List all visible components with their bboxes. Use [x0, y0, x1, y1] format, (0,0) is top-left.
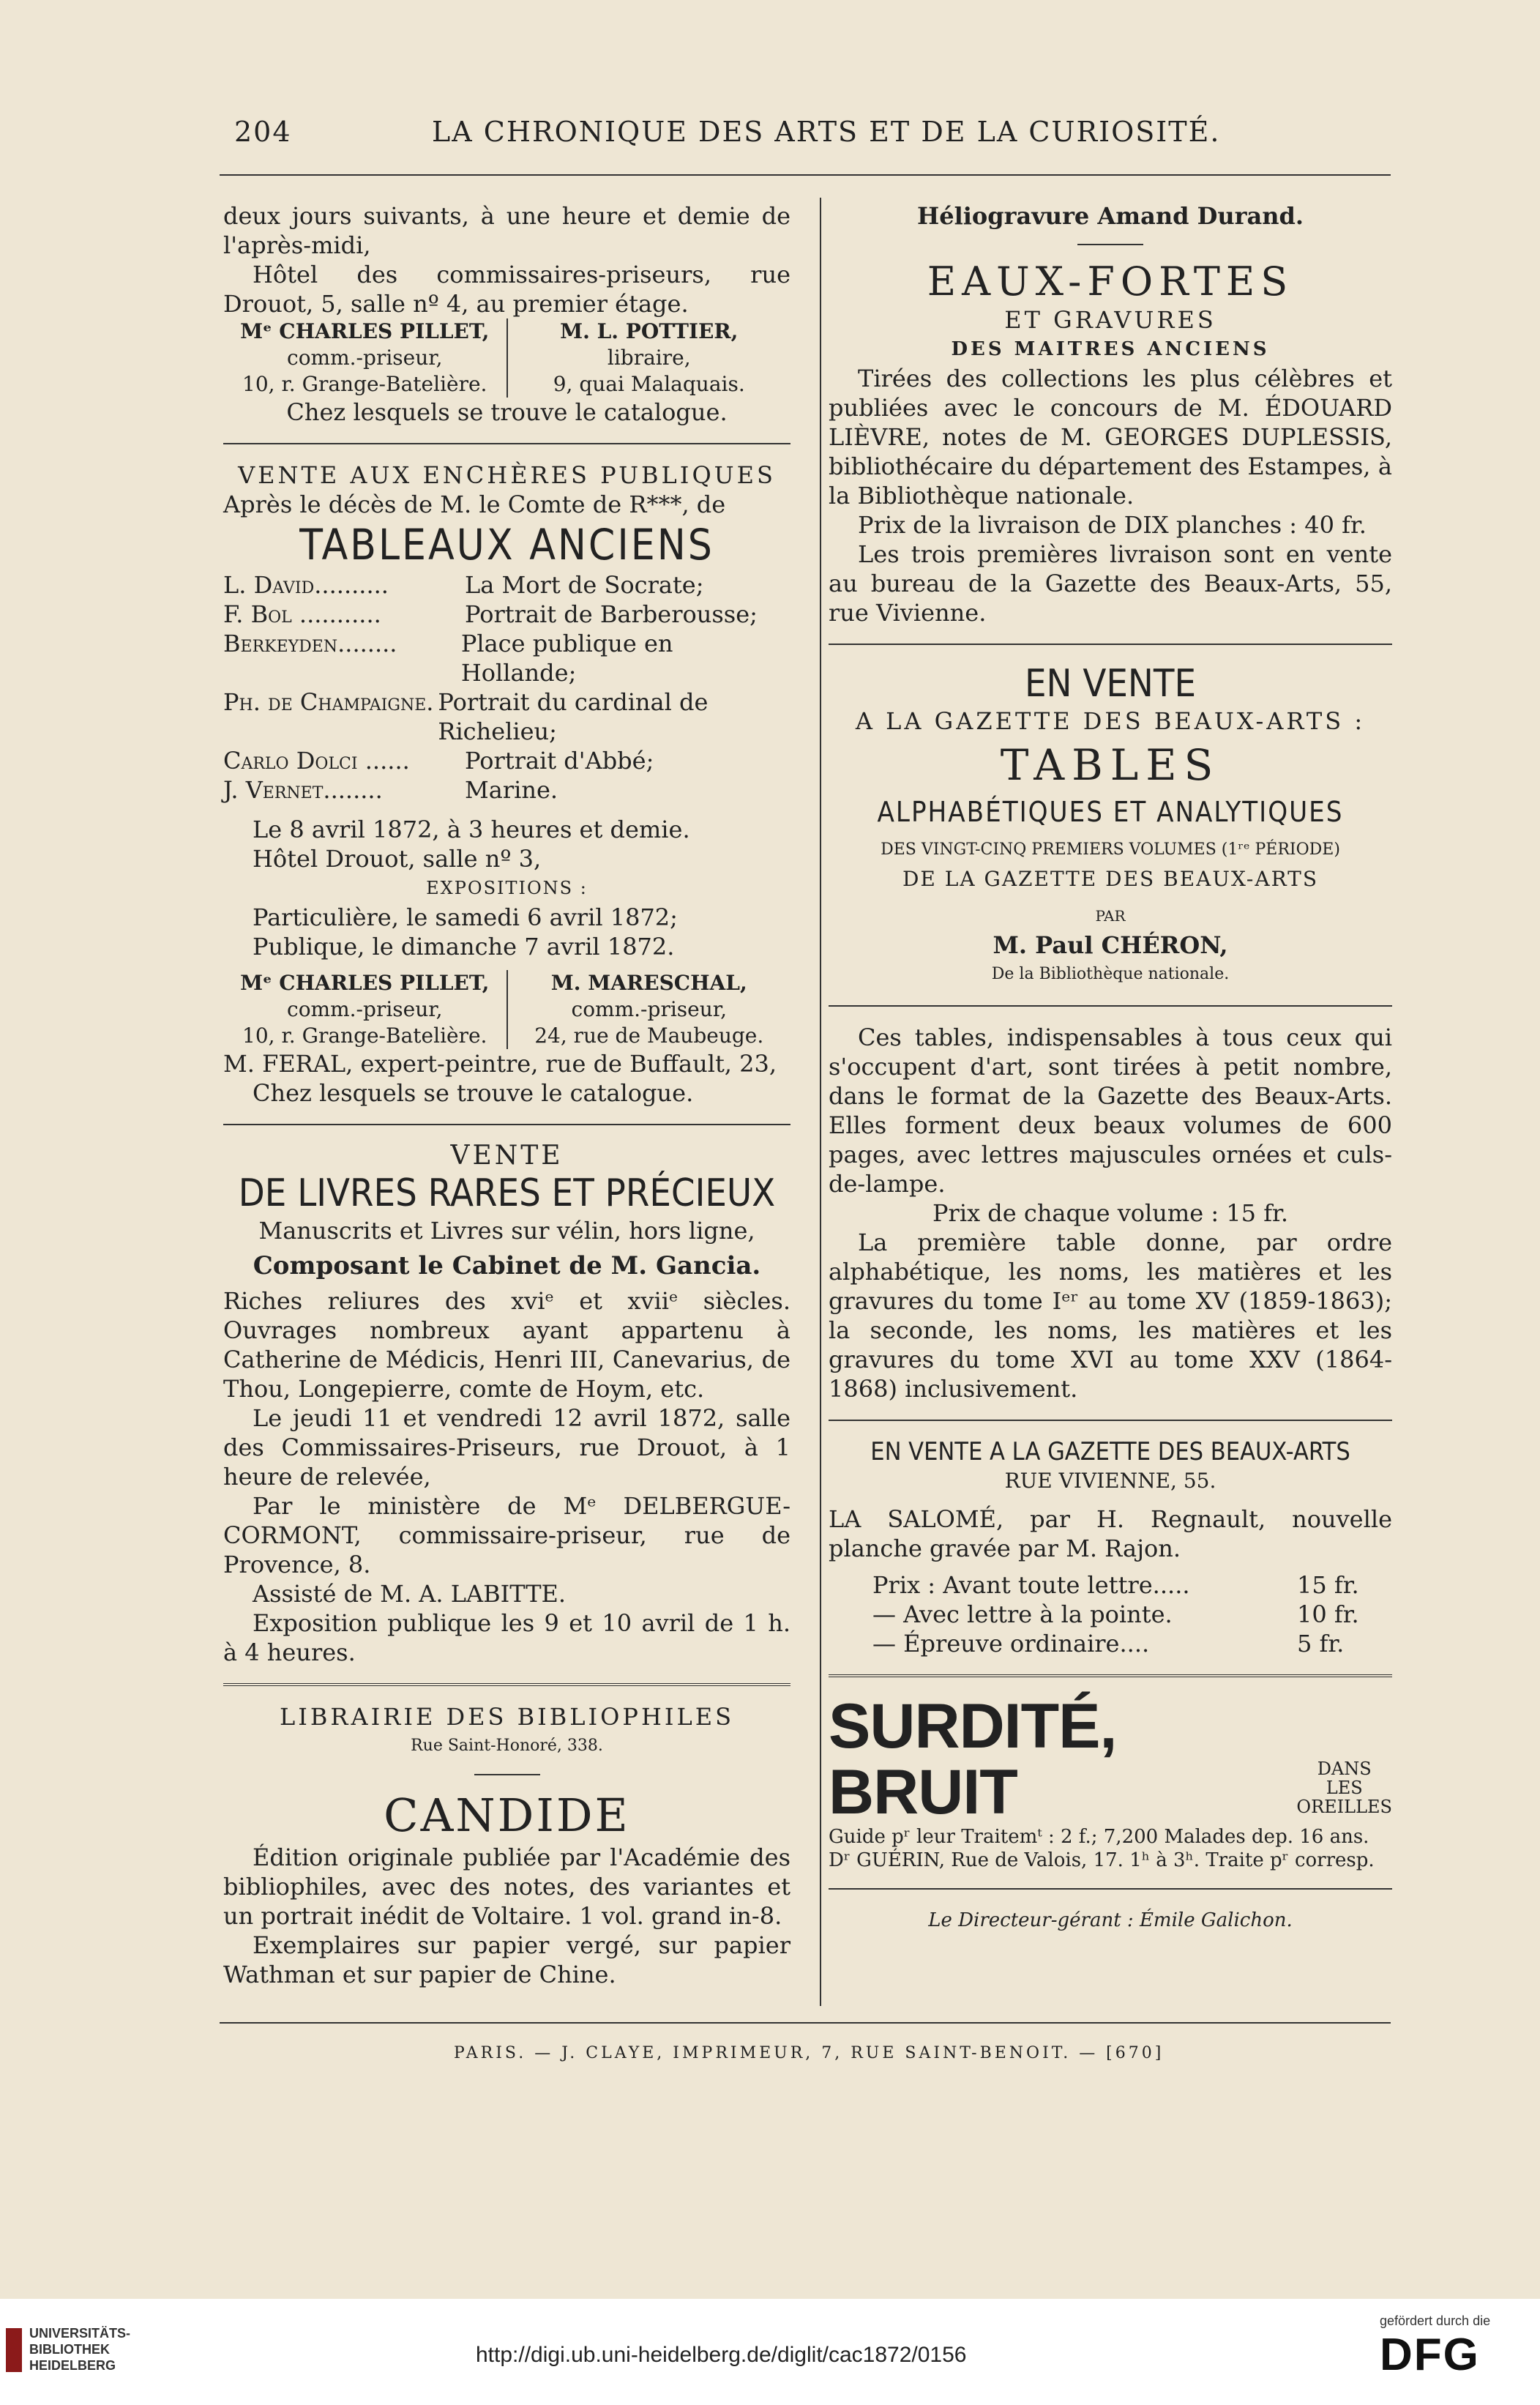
auctioneer2-role: comm.-priseur, [571, 997, 727, 1021]
surdite-title: SURDITÉ, BRUIT [829, 1691, 1117, 1827]
double-divider [223, 1683, 790, 1686]
libraire-name: M. L. POTTIER, [560, 319, 739, 343]
catalog-note-2: Chez lesquels se trouve le catalogue. [253, 1079, 694, 1107]
directeur-line: Le Directeur-gérant : Émile Galichon. [928, 1909, 1293, 1931]
sale-date: Le 8 avril 1872, à 3 heures et demie. [253, 816, 690, 843]
price-list [829, 1570, 1392, 1658]
page-number: 204 [234, 116, 292, 148]
left-column [223, 201, 790, 1989]
journal-title: LA CHRONIQUE DES ARTS ET DE LA CURIOSITÉ. [432, 116, 1221, 148]
exposition-private: Particulière, le samedi 6 avril 1872; [253, 903, 678, 931]
auctioneer-role: comm.-priseur, [287, 997, 443, 1021]
divider [829, 644, 1392, 645]
intro-line-1: deux jours suivants, à une heure et demie de l'après-midi, [223, 202, 790, 259]
candide-description: Édition originale publiée par l'Académie des bibliophiles, avec des notes, des variantes et un portrait inédit de Voltaire. 1 vol. grand in-8. [223, 1843, 790, 1930]
alphabetiques-line: ALPHABÉTIQUES ET ANALYTIQUES [877, 796, 1344, 828]
heliogravure-line: Héliogravure Amand Durand. [916, 202, 1304, 230]
right-column [829, 201, 1392, 1935]
divider [223, 443, 790, 444]
trois-livraisons: Les trois premières livraison sont en vente au bureau de la Gazette des Beaux-Arts, 55, rue Vivienne. [829, 540, 1392, 627]
sale-location: Hôtel Drouot, salle nº 3, [253, 845, 542, 873]
double-divider [829, 1674, 1392, 1677]
header-rule [220, 174, 1391, 176]
university-logo-icon [6, 2328, 22, 2372]
price-row: Prix : Avant toute lettre..... 15 fr. [872, 1571, 1359, 1599]
digitization-bar [0, 2299, 1540, 2405]
expert-line: M. FERAL, expert-peintre, rue de Buffault, 23, [223, 1050, 777, 1078]
auctioneer2-address: 24, rue de Maubeuge. [534, 1023, 764, 1048]
gefoerdert-text: gefördert durch die [1380, 2313, 1491, 2328]
eaux-fortes-title: EAUX-FORTES [927, 258, 1294, 305]
prix-livraison: Prix de la livraison de DIX planches : 40 fr. [858, 511, 1367, 539]
tableaux-title: TABLEAUX ANCIENS [299, 520, 714, 570]
composant-line: Composant le Cabinet de M. Gancia. [253, 1251, 761, 1280]
price-row: — Avec lettre à la pointe. 10 fr. [872, 1600, 1359, 1628]
artist-row: F. Bol ........... Portrait de Barberousse; [223, 600, 758, 628]
university-name: UNIVERSITÄTS- BIBLIOTHEK HEIDELBERG [29, 2326, 131, 2373]
prix-volume: Prix de chaque volume : 15 fr. [932, 1199, 1288, 1227]
artist-list [223, 570, 790, 805]
tirees-paragraph: Tirées des collections les plus célèbres et publiées avec le concours de M. ÉDOUARD LIÈVRE, notes de M. GEORGES DUPLESSIS, bibliothécaire du département des Estampes, à la Bibliothèque nationale. [829, 365, 1392, 510]
guide-line: Guide pʳ leur Traitemᵗ : 2 f.; 7,200 Malades dep. 16 ans. [829, 1826, 1369, 1848]
divider [829, 1420, 1392, 1421]
printer-footer: PARIS. — J. CLAYE, IMPRIMEUR, 7, RUE SAINT-BENOIT. — [670] [454, 2044, 1165, 2062]
guerin-line: Dʳ GUÉRIN, Rue de Valois, 17. 1ʰ à 3ʰ. Traite pʳ corresp. [829, 1849, 1375, 1871]
premiere-table-paragraph: La première table donne, par ordre alphabétique, les noms, les matières et les gravures du tome Iᵉʳ au tome XV (1859-1863); la seconde, les noms, les matières et les gravures du tome XVI au tome XXV (1864-1868) inclusivement. [829, 1228, 1392, 1403]
artist-row: L. David.......... La Mort de Socrate; [223, 571, 704, 599]
dfg-text: DFG [1380, 2330, 1480, 2380]
auctioneers-2 [223, 970, 790, 1049]
livres-title: DE LIVRES RARES ET PRÉCIEUX [238, 1171, 776, 1215]
page-header [234, 116, 1398, 160]
exemplaires-line: Exemplaires sur papier vergé, sur papier Wathman et sur papier de Chine. [223, 1931, 790, 1988]
oreilles: OREILLES [1296, 1797, 1392, 1817]
author-name: M. Paul CHÉRON, [993, 931, 1228, 959]
ces-tables-paragraph: Ces tables, indispensables à tous ceux qui s'occupent d'art, sont tirées à petit nombre, dans le format de la Gazette des Beaux-Arts. Elles forment deux beaux volumes de 600 pages, avec lettres majuscules ornées et culs-de-lampe. [829, 1023, 1392, 1198]
auctioneer-address: 10, r. Grange-Batelière. [242, 372, 487, 396]
vente-title: VENTE AUX ENCHÈRES PUBLIQUES [238, 461, 776, 489]
catalog-note-1: Chez lesquels se trouve le catalogue. [286, 398, 728, 426]
auctioneer-role: comm.-priseur, [287, 346, 443, 370]
libraire-role: libraire, [607, 346, 691, 370]
librairie-heading: LIBRAIRIE DES BIBLIOPHILES [279, 1703, 735, 1731]
candide-title: CANDIDE [384, 1789, 630, 1842]
a-la-gazette: A LA GAZETTE DES BEAUX-ARTS : [855, 707, 1366, 735]
en-vente-title: EN VENTE [1024, 662, 1197, 706]
dfg-logo [1380, 2313, 1490, 2381]
short-rule [1077, 244, 1143, 245]
divider [829, 1005, 1392, 1007]
ministere-line: Par le ministère de Mᵉ DELBERGUE-CORMONT, commissaire-priseur, rue de Provence, 8. [223, 1492, 790, 1578]
surdite-side [1296, 1759, 1392, 1816]
auctioneer-name: Mᵉ CHARLES PILLET, [240, 319, 490, 343]
maitres-line: DES MAITRES ANCIENS [951, 338, 1270, 360]
par-line: PAR [1095, 907, 1126, 925]
intro-line-2: Hôtel des commissaires-priseurs, rue Drouot, 5, salle nº 4, au premier étage. [223, 261, 790, 318]
rue-vivienne: RUE VIVIENNE, 55. [1004, 1469, 1216, 1493]
auctioneers-1 [223, 318, 790, 398]
en-vente-gazette: EN VENTE A LA GAZETTE DES BEAUX-ARTS [870, 1437, 1350, 1466]
footer-rule [220, 2022, 1391, 2024]
divider [223, 1124, 790, 1125]
price-row: — Épreuve ordinaire.... 5 fr. [872, 1630, 1345, 1658]
manuscrits-line: Manuscrits et Livres sur vélin, hors ligne, [258, 1217, 755, 1245]
vingt-cinq-line: DES VINGT-CINQ PREMIERS VOLUMES (1ʳᵉ PÉRIODE) [881, 840, 1340, 859]
vente-heading: VENTE [450, 1141, 564, 1171]
libraire-address: 9, quai Malaquais. [553, 372, 745, 396]
artist-row: Ph. de Champaigne. Portrait du cardinal de Richelieu; [223, 688, 709, 745]
column-divider [820, 198, 821, 2006]
tables-title: TABLES [1000, 740, 1221, 790]
surdite-ad [829, 1693, 1392, 1825]
auctioneer2-name: M. MARESCHAL, [550, 971, 747, 995]
sale-dates: Le jeudi 11 et vendredi 12 avril 1872, salle des Commissaires-Priseurs, rue Drouot, à 1 heure de relevée, [223, 1404, 790, 1491]
auctioneer-name: Mᵉ CHARLES PILLET, [240, 971, 490, 995]
exposition-public: Publique, le dimanche 7 avril 1872. [253, 933, 675, 961]
author-affiliation: De la Bibliothèque nationale. [991, 965, 1230, 983]
expositions-label: EXPOSITIONS : [426, 878, 588, 898]
librairie-address: Rue Saint-Honoré, 338. [411, 1737, 603, 1755]
artist-row: J. Vernet........ Marine. [223, 776, 558, 804]
de-la-gazette-line: DE LA GAZETTE DES BEAUX-ARTS [902, 867, 1319, 891]
source-url-link[interactable]: http://digi.ub.uni-heidelberg.de/diglit/cac1872/0156 [476, 2343, 967, 2367]
dans-les: DANS LES [1317, 1759, 1372, 1798]
short-rule [474, 1774, 540, 1775]
assiste-line: Assisté de M. A. LABITTE. [253, 1580, 567, 1608]
vente-subtitle: Après le décès de M. le Comte de R***, de [223, 491, 726, 518]
riches-reliures: Riches reliures des xviᵉ et xviiᵉ siècles. Ouvrages nombreux ayant appartenu à Catherine de Médicis, Henri III, Canevarius, de Thou, Longepierre, comte de Hoym, etc. [223, 1287, 790, 1403]
exposition-hours: Exposition publique les 9 et 10 avril de 1 h. à 4 heures. [223, 1609, 790, 1666]
salome-line: LA SALOMÉ, par H. Regnault, nouvelle planche gravée par M. Rajon. [829, 1505, 1392, 1562]
gravures-line: ET GRAVURES [1004, 306, 1216, 334]
auctioneer-address: 10, r. Grange-Batelière. [242, 1023, 487, 1048]
artist-row: Carlo Dolci ...... Portrait d'Abbé; [223, 747, 654, 775]
artist-row: Berkeyden........ Place publique en Hollande; [223, 630, 673, 687]
divider [829, 1888, 1392, 1890]
